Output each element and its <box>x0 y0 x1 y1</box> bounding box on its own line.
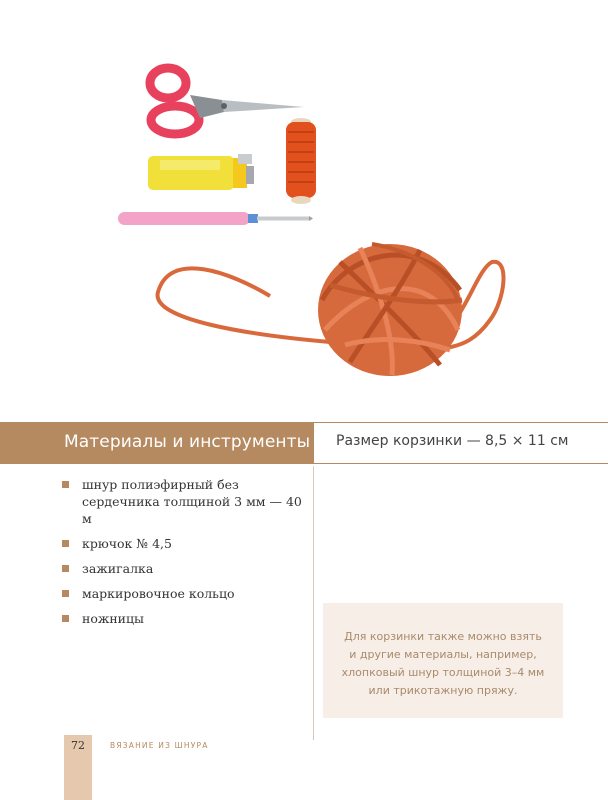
running-title: ВЯЗАНИЕ ИЗ ШНУРА <box>110 741 209 750</box>
bullet-icon <box>62 590 69 597</box>
list-item: шнур полиэфирный без сердечника толщиной 3 мм — 40 м <box>62 476 312 527</box>
materials-title: Материалы и инструменты <box>64 432 311 452</box>
list-item: маркировочное кольцо <box>62 585 312 602</box>
crochet-hook-image <box>118 212 313 225</box>
bullet-icon <box>62 540 69 547</box>
header-band <box>0 422 608 464</box>
materials-title-box <box>0 422 313 464</box>
list-item: ножницы <box>62 610 312 627</box>
lighter-image <box>148 154 254 190</box>
bullet-icon <box>62 615 69 622</box>
note-text: Для корзинки также можно взять и другие материалы, например, хлопковый шнур толщиной 3–4 мм или трикотажную пряжу. <box>341 630 545 697</box>
note-box <box>323 603 563 718</box>
materials-list <box>62 476 312 635</box>
column-divider <box>313 466 314 740</box>
list-item: зажигалка <box>62 560 312 577</box>
cord-ball-image <box>158 244 504 376</box>
scissors-image <box>150 68 304 134</box>
bullet-icon <box>62 481 69 488</box>
page-number: 72 <box>71 739 85 752</box>
list-item: крючок № 4,5 <box>62 535 312 552</box>
page-tab <box>64 735 92 800</box>
size-box <box>313 422 608 464</box>
thread-spool-image <box>286 118 316 204</box>
bullet-icon <box>62 565 69 572</box>
basket-size-text: Размер корзинки — 8,5 × 11 см <box>336 433 569 449</box>
